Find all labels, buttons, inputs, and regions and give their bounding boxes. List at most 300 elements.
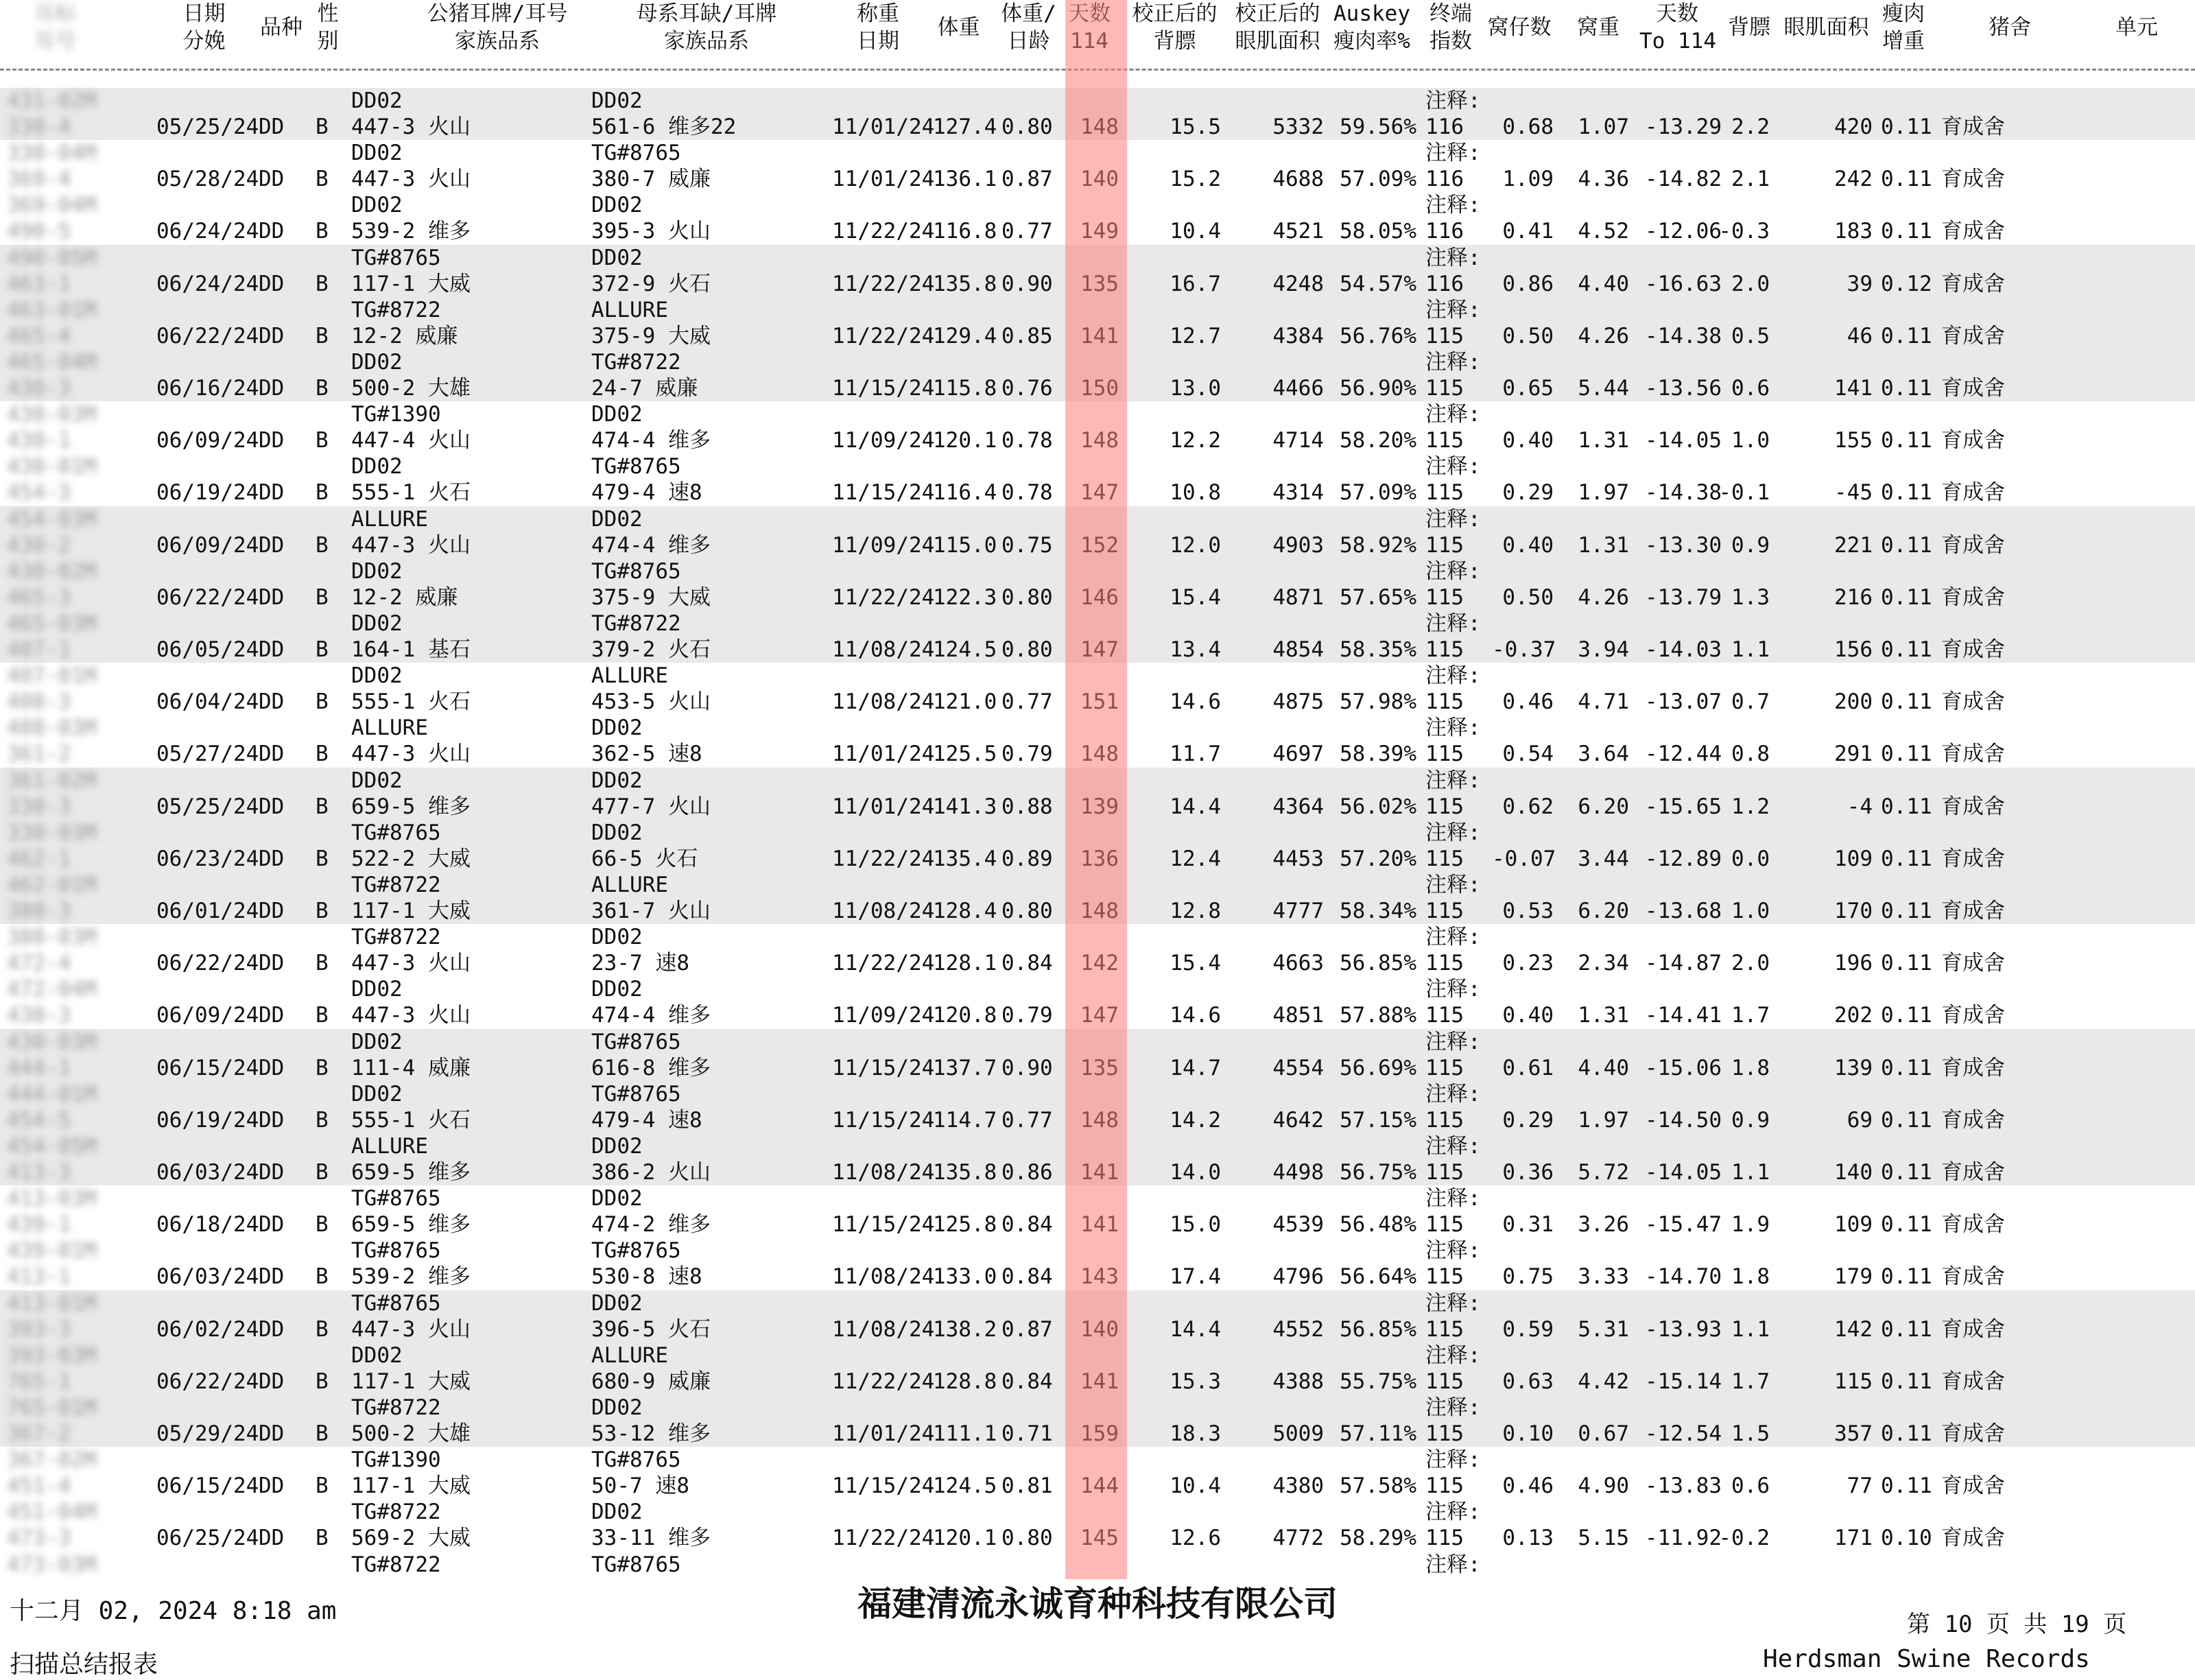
bf2: 0.5	[1731, 323, 1770, 348]
index: 115	[1425, 480, 1464, 506]
dam-line: DD02	[591, 1500, 643, 1525]
breed: DD	[259, 323, 285, 348]
dam-line: TG#8765	[591, 1081, 681, 1107]
index: 115	[1425, 1316, 1464, 1342]
dam-id: 530-8 速8	[591, 1264, 702, 1290]
bf: 16.7	[1170, 271, 1221, 296]
ear-tag: 330-04M	[7, 141, 97, 166]
litter-wt: 4.40	[1578, 1055, 1629, 1080]
column-header-line: 猪舍	[1989, 15, 2031, 40]
column-header	[374, 0, 621, 55]
ear-number: 380-3	[7, 899, 71, 923]
weigh-date: 11/22/24	[832, 271, 935, 296]
bf: 14.6	[1170, 689, 1221, 715]
dam-line: ALLURE	[591, 873, 668, 897]
note-label: 注释:	[1425, 768, 1481, 793]
bf: 10.4	[1170, 1474, 1221, 1499]
lea: 4364	[1272, 794, 1324, 819]
bf2: 1.1	[1731, 1160, 1770, 1185]
litter: 0.40	[1502, 1003, 1554, 1028]
adg: 0.84	[1001, 951, 1053, 976]
column-header-line: 背膘	[1728, 15, 1770, 40]
breed: DD	[259, 115, 285, 139]
ear-tag: 413-03M	[7, 1186, 97, 1211]
note-label: 注释:	[1425, 193, 1481, 218]
weight: 120.1	[933, 1526, 997, 1551]
lean-gain: 0.12	[1881, 271, 1932, 296]
column-header	[1780, 0, 1873, 55]
lea: 4521	[1272, 219, 1324, 244]
weight: 136.1	[933, 167, 997, 192]
adg: 0.87	[1001, 167, 1053, 192]
lean-gain: 0.11	[1881, 376, 1932, 401]
sex: B	[316, 480, 329, 506]
days-to: -15.14	[1645, 1369, 1722, 1394]
sex: B	[316, 1107, 329, 1133]
index: 115	[1425, 794, 1464, 819]
dam-line: ALLURE	[591, 297, 668, 322]
ear-tag: 439-01M	[7, 1238, 97, 1264]
index: 115	[1425, 899, 1464, 923]
litter: 0.13	[1502, 1526, 1554, 1551]
birth: 06/18/24	[156, 1212, 259, 1238]
ear-number: 473-3	[7, 1526, 71, 1551]
dam-line: DD02	[591, 402, 643, 427]
breed: DD	[259, 1055, 285, 1080]
sex: B	[316, 1316, 329, 1342]
lean-gain: 0.11	[1881, 323, 1932, 348]
litter: 0.29	[1502, 480, 1554, 506]
lea2: 39	[1847, 271, 1873, 296]
bf2: 0.8	[1731, 742, 1770, 767]
index: 115	[1425, 742, 1464, 767]
dam-line: DD02	[591, 88, 643, 113]
bf: 18.3	[1170, 1421, 1221, 1446]
column-header-line: 别	[317, 29, 339, 54]
litter-wt: 1.31	[1578, 532, 1629, 558]
column-header	[996, 0, 1061, 55]
note-label: 注释:	[1425, 1447, 1481, 1473]
bf2: 1.5	[1731, 1421, 1770, 1446]
bf: 11.7	[1170, 742, 1221, 767]
ear-tag: 380-03M	[7, 925, 97, 950]
litter-wt: 6.20	[1578, 794, 1629, 819]
dam-id: 395-3 火山	[591, 219, 711, 244]
barn: 育成舍	[1941, 951, 2005, 976]
dam-line: TG#8765	[591, 1238, 681, 1264]
weigh-date: 11/01/24	[832, 742, 935, 767]
bf2: 1.8	[1731, 1264, 1770, 1290]
weigh-date: 11/01/24	[832, 794, 935, 819]
weigh-date: 11/15/24	[832, 1107, 935, 1133]
bf: 12.0	[1170, 532, 1221, 558]
lea2: 140	[1834, 1160, 1873, 1185]
lean-gain: 0.11	[1881, 532, 1932, 558]
column-header-line: 背膘	[1153, 29, 1196, 54]
sex: B	[316, 271, 329, 296]
lean: 56.90%	[1340, 376, 1416, 401]
lea2: 170	[1834, 899, 1873, 923]
lean-gain: 0.11	[1881, 1003, 1932, 1028]
sire-line: TG#1390	[351, 1447, 441, 1473]
sire-id: 500-2 大雄	[351, 376, 471, 401]
barn: 育成舍	[1941, 219, 2005, 244]
sex: B	[316, 1264, 329, 1290]
weigh-date: 11/22/24	[832, 584, 935, 610]
column-header	[1567, 0, 1629, 55]
barn: 育成舍	[1941, 1003, 2005, 1028]
barn: 育成舍	[1941, 689, 2005, 715]
barn: 育成舍	[1941, 1316, 2005, 1342]
ear-number: 444-1	[7, 1055, 71, 1080]
weigh-date: 11/08/24	[832, 637, 935, 662]
breed: DD	[259, 689, 285, 715]
lean-gain: 0.10	[1881, 1526, 1932, 1551]
dam-line: DD02	[591, 925, 643, 950]
bf2: 0.6	[1731, 1474, 1770, 1499]
note-label: 注释:	[1425, 1290, 1481, 1316]
sex: B	[316, 532, 329, 558]
sire-line: TG#8722	[351, 1552, 441, 1577]
sire-id: 555-1 火石	[351, 689, 471, 715]
lea2: -45	[1834, 480, 1873, 506]
weight: 135.8	[933, 1160, 997, 1185]
sire-line: TG#8765	[351, 820, 441, 845]
column-header-line: 天数	[1656, 1, 1698, 26]
note-label: 注释:	[1425, 611, 1481, 636]
birth: 06/05/24	[156, 637, 259, 662]
dam-line: TG#8765	[591, 1552, 681, 1577]
sire-line: TG#8765	[351, 1290, 441, 1316]
barn: 育成舍	[1941, 532, 2005, 558]
sex: B	[316, 1526, 329, 1551]
sex: B	[316, 846, 329, 871]
column-header-line: 日期	[182, 1, 226, 26]
breed: DD	[259, 794, 285, 819]
bf: 17.4	[1170, 1264, 1221, 1290]
column-header	[2092, 0, 2181, 55]
litter-wt: 1.97	[1578, 480, 1629, 506]
days-to: -16.63	[1645, 271, 1722, 296]
breed: DD	[259, 271, 285, 296]
lean-gain: 0.11	[1881, 899, 1932, 923]
litter-wt: 4.26	[1578, 584, 1629, 610]
breed: DD	[259, 742, 285, 767]
note-label: 注释:	[1425, 454, 1481, 480]
adg: 0.84	[1001, 1212, 1053, 1238]
adg: 0.84	[1001, 1369, 1053, 1394]
breed: DD	[259, 637, 285, 662]
bf: 12.6	[1170, 1526, 1221, 1551]
ear-number: 361-2	[7, 742, 71, 767]
lean-gain: 0.11	[1881, 1369, 1932, 1394]
adg: 0.81	[1001, 1474, 1053, 1499]
dam-id: 24-7 威廉	[591, 376, 698, 401]
ear-tag: 431-02M	[7, 88, 97, 113]
lea: 4854	[1272, 637, 1324, 662]
dam-line: TG#8765	[591, 558, 681, 584]
sire-id: 555-1 火石	[351, 1107, 471, 1133]
days-to: -13.29	[1645, 115, 1722, 139]
litter: 0.41	[1502, 219, 1554, 244]
dam-id: 361-7 火山	[591, 899, 711, 923]
column-header-line: 瘦肉率%	[1333, 29, 1410, 54]
sire-id: 12-2 威廉	[351, 584, 458, 610]
dam-id: 379-2 火石	[591, 637, 711, 662]
litter: 0.65	[1502, 376, 1554, 401]
litter-wt: 1.07	[1578, 115, 1629, 139]
lean: 58.34%	[1340, 899, 1416, 923]
birth: 06/01/24	[156, 899, 259, 923]
litter-wt: 4.36	[1578, 167, 1629, 192]
lea2: 139	[1834, 1055, 1873, 1080]
lean: 58.92%	[1340, 532, 1416, 558]
dam-id: 474-4 维多	[591, 428, 711, 453]
lea2: 141	[1834, 376, 1873, 401]
barn: 育成舍	[1941, 376, 2005, 401]
dam-id: 680-9 威廉	[591, 1369, 711, 1394]
bf: 14.6	[1170, 1003, 1221, 1028]
weigh-date: 11/22/24	[832, 219, 935, 244]
lean-gain: 0.11	[1881, 115, 1932, 139]
column-header-line: 公猪耳牌/耳号	[427, 1, 568, 26]
days-to: -12.44	[1645, 742, 1722, 767]
barn: 育成舍	[1941, 1212, 2005, 1238]
column-header-line: 终端	[1429, 1, 1472, 26]
days-to: -13.83	[1645, 1474, 1722, 1499]
breed: DD	[259, 1474, 285, 1499]
ear-number: 407-1	[7, 637, 71, 662]
lea2: 69	[1847, 1107, 1873, 1133]
column-header	[1228, 0, 1327, 55]
lean-gain: 0.11	[1881, 1212, 1932, 1238]
dam-id: 474-2 维多	[591, 1212, 711, 1238]
column-header	[307, 0, 348, 55]
adg: 0.80	[1001, 115, 1053, 139]
bf2: 1.3	[1731, 584, 1770, 610]
sex: B	[316, 794, 329, 819]
weight: 128.4	[933, 899, 997, 923]
index: 116	[1425, 167, 1464, 192]
dam-line: DD02	[591, 715, 643, 741]
sire-line: DD02	[351, 663, 403, 689]
dam-id: 372-9 火石	[591, 271, 711, 296]
days-to: -14.38	[1645, 480, 1722, 506]
note-label: 注释:	[1425, 297, 1481, 322]
barn: 育成舍	[1941, 1055, 2005, 1080]
sire-line: ALLURE	[351, 506, 428, 532]
weigh-date: 11/01/24	[832, 115, 935, 139]
sire-id: 447-3 火山	[351, 742, 471, 767]
lean-gain: 0.11	[1881, 742, 1932, 767]
note-label: 注释:	[1425, 402, 1481, 427]
note-label: 注释:	[1425, 1186, 1481, 1211]
weigh-date: 11/22/24	[832, 1526, 935, 1551]
weight: 135.4	[933, 846, 997, 871]
birth: 05/27/24	[156, 742, 259, 767]
weight: 120.8	[933, 1003, 997, 1028]
software-name: Herdsman Swine Records	[1763, 1645, 2090, 1673]
sire-id: 539-2 维多	[351, 219, 471, 244]
weight: 115.8	[933, 376, 997, 401]
sex: B	[316, 689, 329, 715]
dam-line: DD02	[591, 820, 643, 845]
bf: 15.5	[1170, 115, 1221, 139]
sex: B	[316, 899, 329, 923]
litter: -0.37	[1492, 637, 1556, 662]
sire-line: DD02	[351, 1081, 403, 1107]
lean: 58.39%	[1340, 742, 1416, 767]
note-label: 注释:	[1425, 141, 1481, 166]
index: 115	[1425, 1212, 1464, 1238]
dam-id: 380-7 威廉	[591, 167, 711, 192]
dam-line: DD02	[591, 193, 643, 218]
bf2: 1.2	[1731, 794, 1770, 819]
litter: 0.50	[1502, 323, 1554, 348]
column-header-line: 指数	[1429, 29, 1472, 54]
lean: 57.65%	[1340, 584, 1416, 610]
dam-line: TG#8765	[591, 141, 681, 166]
ear-tag: 490-05M	[7, 245, 97, 270]
lean: 58.20%	[1340, 428, 1416, 453]
column-header-line: To 114	[1639, 29, 1716, 54]
ear-tag: 361-02M	[7, 768, 97, 793]
litter-wt: 3.94	[1578, 637, 1629, 662]
dam-id: 453-5 火山	[591, 689, 711, 715]
lean: 57.98%	[1340, 689, 1416, 715]
adg: 0.78	[1001, 428, 1053, 453]
sire-id: 659-5 维多	[351, 1212, 471, 1238]
barn: 育成舍	[1941, 1160, 2005, 1185]
ear-number: 413-1	[7, 1264, 71, 1290]
ear-number: 430-2	[7, 532, 71, 558]
lea: 4772	[1272, 1526, 1324, 1551]
dam-id: 53-12 维多	[591, 1421, 711, 1446]
bf: 10.4	[1170, 219, 1221, 244]
index: 115	[1425, 1055, 1464, 1080]
index: 116	[1425, 115, 1464, 139]
litter-wt: 6.20	[1578, 899, 1629, 923]
adg: 0.80	[1001, 584, 1053, 610]
sex: B	[316, 637, 329, 662]
lea: 4380	[1272, 1474, 1324, 1499]
dam-id: 66-5 火石	[591, 846, 698, 871]
lea: 4314	[1272, 480, 1324, 506]
weigh-date: 11/01/24	[832, 1421, 935, 1446]
lea2: 183	[1834, 219, 1873, 244]
dam-id: 33-11 维多	[591, 1526, 711, 1551]
dam-id: 375-9 大威	[591, 323, 711, 348]
lea: 4554	[1272, 1055, 1324, 1080]
birth: 06/09/24	[156, 532, 259, 558]
note-label: 注释:	[1425, 245, 1481, 270]
birth: 05/28/24	[156, 167, 259, 192]
ear-number: 454-3	[7, 480, 71, 506]
days-to: -15.65	[1645, 794, 1722, 819]
bf: 12.2	[1170, 428, 1221, 453]
days-to: -13.30	[1645, 532, 1722, 558]
litter: 0.62	[1502, 794, 1554, 819]
breed: DD	[259, 376, 285, 401]
litter: 0.63	[1502, 1369, 1554, 1394]
bf2: 0.9	[1731, 1107, 1770, 1133]
lea: 4552	[1272, 1316, 1324, 1342]
index: 115	[1425, 1264, 1464, 1290]
lea2: 46	[1847, 323, 1873, 348]
ear-number: 462-1	[7, 846, 71, 871]
bf: 15.2	[1170, 167, 1221, 192]
sex: B	[316, 1369, 329, 1394]
sire-id: 117-1 大威	[351, 1369, 471, 1394]
bf: 12.7	[1170, 323, 1221, 348]
sire-line: ALLURE	[351, 715, 428, 741]
days-to: -11.92	[1645, 1526, 1722, 1551]
breed: DD	[259, 532, 285, 558]
bf: 15.4	[1170, 951, 1221, 976]
bf2: 1.0	[1731, 428, 1770, 453]
lea: 4871	[1272, 584, 1324, 610]
weigh-date: 11/15/24	[832, 480, 935, 506]
birth: 06/15/24	[156, 1055, 259, 1080]
days-to: -13.93	[1645, 1316, 1722, 1342]
days-to: -13.56	[1645, 376, 1722, 401]
bf: 15.3	[1170, 1369, 1221, 1394]
sire-line: DD02	[351, 558, 403, 584]
column-header-line: 家族品系	[664, 29, 749, 54]
sire-id: 447-3 火山	[351, 951, 471, 976]
index: 116	[1425, 219, 1464, 244]
litter-wt: 4.42	[1578, 1369, 1629, 1394]
lean-gain: 0.11	[1881, 167, 1932, 192]
ear-number: 430-1	[7, 428, 71, 453]
weight: 133.0	[933, 1264, 997, 1290]
index: 115	[1425, 1003, 1464, 1028]
weight: 128.8	[933, 1369, 997, 1394]
barn: 育成舍	[1941, 428, 2005, 453]
ear-number: 393-3	[7, 1316, 71, 1342]
lean: 56.85%	[1340, 951, 1416, 976]
bf: 12.8	[1170, 899, 1221, 923]
sire-line: DD02	[351, 141, 403, 166]
breed: DD	[259, 899, 285, 923]
days-to: -14.87	[1645, 951, 1722, 976]
sire-line: DD02	[351, 1029, 403, 1054]
birth: 05/25/24	[156, 794, 259, 819]
lean-gain: 0.11	[1881, 637, 1932, 662]
weigh-date: 11/15/24	[832, 1474, 935, 1499]
birth: 06/22/24	[156, 584, 259, 610]
litter-wt: 4.90	[1578, 1474, 1629, 1499]
weigh-date: 11/08/24	[832, 1316, 935, 1342]
sire-id: 522-2 大威	[351, 846, 471, 871]
bf: 14.2	[1170, 1107, 1221, 1133]
litter: -0.07	[1492, 846, 1556, 871]
bf: 13.4	[1170, 637, 1221, 662]
index: 115	[1425, 1160, 1464, 1185]
litter: 0.68	[1502, 115, 1554, 139]
dam-line: DD02	[591, 1186, 643, 1211]
weight: 128.1	[933, 951, 997, 976]
litter-wt: 4.52	[1578, 219, 1629, 244]
barn: 育成舍	[1941, 1369, 2005, 1394]
ear-number: 430-3	[7, 1003, 71, 1028]
dam-id: 375-9 大威	[591, 584, 711, 610]
ear-number: 330-4	[7, 115, 71, 139]
adg: 0.80	[1001, 899, 1053, 923]
sex: B	[316, 1055, 329, 1080]
breed: DD	[259, 428, 285, 453]
column-header	[1639, 0, 1715, 55]
